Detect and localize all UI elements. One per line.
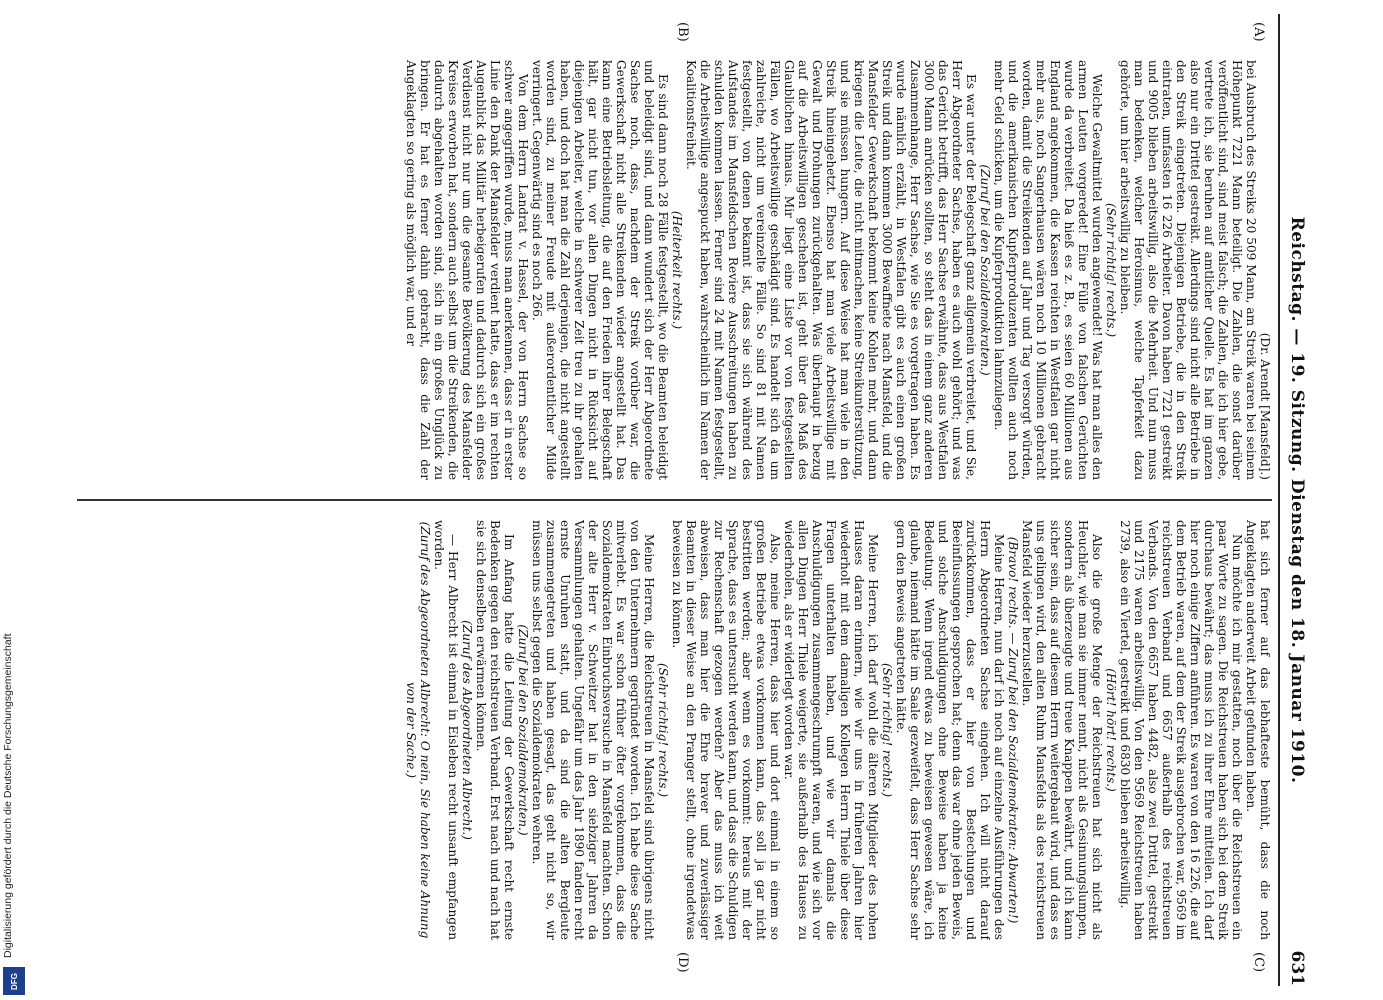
paragraph: Von dem Herrn Landrat v. Hassel, der von Herrn Sachse so schwer angegriffen wurde, muss man anerkennen, dass er in erster Linie den Dank der Mansfelder verdient hatte, dass er im rechten Augenblick das Militär herbeigerufen und dadurch sich ein großes Verdienst nicht nur um die gesamte Bevölkerung des Mansfelder Kreises erworben hat, sondern auch selbst um die Streikenden, die dadurch abgehalten worden sind, sich in ein großes Unglück zu bringen. Er hat es ferner dahin gebracht, dass die Zahl der Angeklagten so gering als möglich war, und er [404,60,530,480]
page-header [1278,14,1310,986]
paragraph: hat sich ferner auf das lebhafteste bemüht, dass die noch Angeklagten anderweit Arbeit gefunden haben. [1244,520,1272,940]
paragraph: Meine Herren, die Reichstreuen in Mansfeld sind übrigens nicht von den Unternehmern gegründet worden. Ich habe diese Sache mitverlebt. Es war schon früher öfter vorgekommen, dass die Sozialdemokraten Einbruchsversuche in Mansfeld machten. Schon der alte Herr v. Schweitzer hat in den siebziger Jahren da Versammlungen gehalten. Ungefähr um das Jahr 1890 fanden recht ernste Unruhen statt, und da sind die alten Bergleute zusammengetreten und haben gesagt, das geht nicht so, wir müssen uns selbst gegen die Sozialdemokraten wehren. [530,520,656,940]
paragraph: (Zuruf des Abgeordneten Albrecht.) [460,620,474,840]
paragraph: Also die große Menge der Reichstreuen hat sich nicht als Heuchler, wie man sie immer nennt, nicht als Gesinnungslumpen, sondern als überzeugte und treue Knappen bewährt, und ich kann sicher sein, dass auf diesem Herrn weitergebaut wird, und dass es uns gelingen wird, den alten Ruhm Mansfelds als des reichstreuen Mansfeld wieder herzustellen. [1020,520,1104,940]
paragraph: bei Ausbruch des Streiks 20 509 Mann, am Streik waren bei seinem Höhepunkt 7221 Mann beteiligt. Die Zahlen, die sonst darüber veröffentlicht sind, sind meist falsch; die Zahlen, die ich hier gebe, vertrete ich, sie beruhen auf amtlicher Quelle. Es hat im ganzen also nur ein Drittel gestreikt. Allerdings sind nicht alle Betriebe in den Streik eingetreten. Diejenigen Betriebe, die in den Streik eintraten, umfassten 16 226 Arbeiter. Davon haben 7221 gestreikt und 9005 blieben arbeitswillig, also die Mehrheit. Und nun muss man bedenken, welcher Heroismus, welche Tapferkeit dazu gehörte, um hier arbeitswillig zu bleiben. [1118,60,1258,480]
paragraph: Es sind dann noch 28 Fälle festgestellt, wo die Beamten beleidigt und beleidigt sind, und dann wundert sich der Herr Abgeordnete Sachse noch, dass, nachdem der Streik vorüber war, die Gewerkschaft nicht alle Streikenden wieder angestellt hat. Das kann eine Betriebsleitung, die auf den Frieden ihrer Belegschaft hält, gar nicht tun, vor allen Dingen nicht in Rücksicht auf diejenigen Arbeiter, welche in schwerer Zeit treu zu ihr gehalten haben, und doch hat man die Zahl derjenigen, die nicht angestellt worden sind, zu meiner Freude mit außerordentlicher Milde verringert. Gegenwärtig sind es noch 266. [530,60,670,480]
page-number: 631 [1287,950,1307,986]
column-divider [77,499,1272,501]
dfg-logo-icon [3,967,25,995]
paragraph: (Zuruf bei den Sozialdemokraten.) [978,164,992,376]
paragraph: (Dr. Arendt [Mansfeld].) [1258,332,1272,480]
paragraph: (Zuruf bei den Sozialdemokraten.) [516,624,530,836]
paragraph: Es war unter der Belegschaft ganz allgemein verbreitet, und Sie, Herr Abgeordneter Sachse, haben es auch wohl gehört; und was das Gericht betrifft, das Herr Sachse erwähnte, dass aus Westfalen 3000 Mann anrücken sollten, so steht das in einem ganz anderen Zusammenhange, Herr Sachse, wie Sie es vorgetragen haben. Es wurde nämlich erzählt, in Westfalen gibt es auch einen großen Streik und dann kommen 3000 Bewaffnete nach Mansfeld, und die Mansfelder Gewerkschaft bekommt keine Kohlen mehr, und dann kriegen die Leute, die nicht mitmachen, keine Streikunterstützung, und sie müssen hungern. Auf diese Weise hat man viele in den Streik hineingehetzt. Ebenso hat man viele Arbeitswillige mit Gewalt und Drohungen zurückgehalten. Was überhaupt in bezug auf die Arbeitswilligen geschehen ist, geht über das Maß des Glaublichen hinaus. Mir liegt eine Liste vor von festgestellten Fällen, wo Arbeitswillige geschädigt sind. Es handelt sich da um zahlreiche, nicht um vereinzelte Fälle. So sind 81 mit Namen festgestellt, von denen bekannt ist, dass sie sich während des Aufstandes im Mansfeldschen Reviere Ausschreitungen haben zu schulden kommen lassen. Ferner sind 24 mit Namen festgestellt, die Arbeitswillige angespuckt haben, wahrscheinlich im Namen der Koalitionsfreiheit. [684,60,978,480]
paragraph: Meine Herren, nun darf ich noch auf einzelne Ausführungen des Herrn Abgeordneten Sachse eingehen. Ich will nicht darauf zurückkommen, dass er hier von Bestechungen und Beeinflussungen gesprochen hat; denn das war ohne jeden Beweis, und solche Anschuldigungen ohne Beweise haben ja keine Bedeutung. Wenn irgend etwas zu beweisen gewesen wäre, ich glaube, niemand hätte im Saale gezweifelt, dass Herr Sachse sehr gern den Beweis angetreten hätte. [894,520,1006,940]
paragraph: (Bravo! rechts. — Zuruf bei den Sozialdemokraten: Abwarten!) [1006,536,1020,924]
paragraph: Welche Gewaltmittel wurden angewendet! Was hat man alles den armen Leuten vorgeredet! Eine Fülle von falschen Gerüchten wurde da verbreitet. Da hieß es z. B., es seien 60 Millionen aus England angekommen, die Kassen reichten in Westfalen gar nicht mehr aus, noch Sangerhausen wären noch 10 Millionen gebracht worden, damit die Streikenden auf Jahr und Tag versorgt würden, und die amerikanischen Kupferproduzenten wollten auch noch mehr Geld schicken, um die Kupferproduktion lahmzulegen. [992,60,1104,480]
margin-mark-b: (B) [675,22,690,42]
paragraph: — Herr Albrecht ist einmal in Eisleben recht unsanft empfangen worden. [432,520,460,940]
margin-mark-d: (D) [675,952,690,973]
paragraph: (Zuruf des Abgeordneten Albrecht: O nein, Sie haben keine Ahnung von der Sache.) [404,521,432,939]
text-column-left [77,60,1272,480]
paragraph: Meine Herren, ich darf wohl die älteren Mitglieder des hohen Hauses daran erinnern, wie wir uns in früheren Jahren hier wiederholt mit dem damaligen Kollegen Herrn Thiele über diese Fragen unterhalten haben, und wie wir damals die Anschuldigungen zusammengeschrumpft waren, und wie sich vor allen Dingen Herr Thiele weigerte, sie außerhalb des Hauses zu wiederholen, als er widerlegt worden war. [782,520,880,940]
paragraph: Nun möchte ich mir gestatten, noch über die Reichstreuen ein paar Worte zu sagen. Die Reichstreuen haben sich bei dem Streik durchaus bewährt; das muss ich zu ihrer Ehre mitteilen. Ich darf hier noch einige Ziffern anführen. Es waren von den 16 226, die auf dem Betrieb waren, auf dem der Streik ausgebrochen war, 9569 im reichstreuen Verband und 6657 außerhalb des reichstreuen Verbands. Von den 6657 haben 4482, also zwei Drittel, gestreikt und 2175 waren arbeitswillig. Von den 9569 Reichstreuen haben 2739, also ein Viertel, gestreikt und 6830 blieben arbeitswillig. [1118,520,1244,940]
funding-credit: Digitalisierung gefördert durch die Deutsche Forschungsgemeinschaft [2,633,14,958]
running-title: Reichstag. — 19. Sitzung. Dienstag den 18. Januar 1910. [1287,216,1307,784]
paragraph: Also, meine Herren, dass hier und dort einmal in einem so großen Betriebe etwas vorkommen kann, das soll ja gar nicht bestritten werden; aber wenn es vorkommt: heraus mit der Sprache, dass es untersucht werden kann, und dass die Schuldigen zur Rechenschaft gezogen werden? Aber das muss ich weit abweisen, dass man hier die Ehre braver und zuverlässiger Beamten in dieser Weise an den Pranger stellt, ohne irgendetwas beweisen zu können. [670,520,782,940]
paragraph: (Sehr richtig! rechts.) [1104,202,1118,338]
margin-mark-a: (A) [1251,22,1266,42]
paragraph: (Hört! hört! rechts.) [1104,668,1118,792]
paragraph: (Sehr richtig! rechts.) [656,662,670,798]
paragraph: (Sehr richtig! rechts.) [880,662,894,798]
digitization-sidebar [0,0,26,1000]
document-page [66,0,1318,1000]
paragraph: Im Anfang hatte die Leitung der Gewerkschaft recht ernste Bedenken gegen den reichstreuen Verband. Erst nach und nach hat sie sich denselben erwärmen können. [474,520,516,940]
margin-mark-c: (C) [1251,952,1266,973]
paragraph: (Heiterkeit rechts.) [670,210,684,330]
dfg-logo-text: DFG [9,972,19,990]
text-column-right [77,520,1272,940]
